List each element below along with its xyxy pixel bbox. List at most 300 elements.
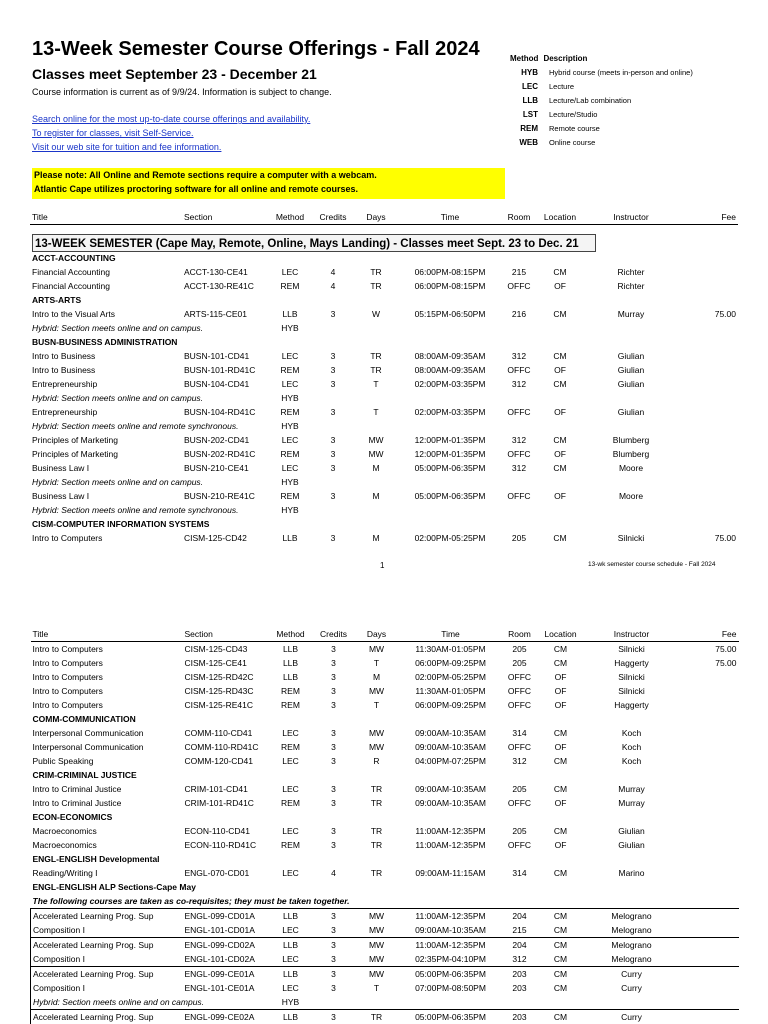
credits: 3 — [331, 925, 336, 935]
room: OFFC — [507, 491, 531, 501]
section: ENGL-099-CE01A — [183, 967, 269, 982]
method: LEC — [281, 379, 299, 389]
time: 12:00PM-01:35PM — [414, 449, 486, 459]
location: CM — [553, 925, 568, 935]
note-method: HYB — [281, 997, 300, 1007]
course-title: Intro to Computers — [32, 533, 103, 543]
table-row — [30, 279, 738, 293]
legend-code: LST — [522, 109, 538, 119]
days: T — [373, 658, 380, 668]
time: 06:00PM-08:15PM — [414, 267, 486, 277]
section: CISM-125-CD42 — [184, 533, 247, 543]
note-filler — [312, 321, 738, 335]
section: COMM-110-CD41 — [184, 728, 253, 738]
days: TR — [370, 281, 382, 291]
method: LEC — [282, 756, 299, 766]
credits: 3 — [330, 365, 336, 375]
course-title: Entrepreneurship — [32, 379, 98, 389]
location: CM — [537, 909, 585, 924]
days: TR — [370, 798, 383, 808]
days: MW — [368, 644, 385, 654]
department-name: ENGL-ENGLISH Developmental — [32, 854, 160, 864]
table-row — [31, 1010, 739, 1024]
section: ENGL-101-CD02A — [184, 954, 255, 964]
column-header-location: Location — [544, 629, 577, 639]
section: ENGL-070-CD01 — [184, 868, 250, 878]
legend-description: Lecture/Studio — [549, 109, 598, 119]
search-link[interactable]: Search online for the most up-to-date course offerings and availability. — [32, 114, 311, 124]
time: 05:00PM-06:35PM — [399, 967, 503, 982]
fee — [679, 824, 739, 838]
method: LEC — [282, 925, 299, 935]
fee — [678, 377, 738, 391]
column-header-days: Days — [366, 629, 387, 639]
section: BUSN-104-RD41C — [184, 407, 256, 417]
department-heading — [31, 810, 739, 824]
location: CM — [553, 533, 567, 543]
fee — [678, 405, 738, 419]
credits: 3 — [330, 533, 336, 543]
course-title: Composition I — [31, 981, 183, 995]
note-method: HYB — [281, 393, 299, 403]
instructor: Curry — [585, 1010, 679, 1024]
time: 02:35PM-04:10PM — [415, 954, 486, 964]
method: LLB — [282, 533, 298, 543]
section-note — [31, 995, 739, 1010]
column-header-time: Time — [441, 629, 460, 639]
time: 11:30AM-01:05PM — [415, 686, 486, 696]
table-row — [31, 824, 739, 838]
section: CISM-125-CD43 — [184, 644, 248, 654]
fee: 75.00 — [715, 644, 737, 654]
notice-line-1: Please note: All Online and Remote sections require a computer with a webcam. — [34, 170, 377, 180]
instructor: Giulian — [618, 826, 645, 836]
days: TR — [370, 826, 383, 836]
room: 203 — [503, 1010, 537, 1024]
instructor: Blumberg — [612, 449, 650, 459]
note-text: Hybrid: Section meets online and on campus. — [32, 477, 204, 487]
instructor: Haggerty — [614, 658, 649, 668]
legend-description: Online course — [549, 137, 596, 147]
table-header — [31, 627, 739, 642]
fee — [679, 796, 739, 810]
time: 11:30AM-01:05PM — [415, 644, 486, 654]
table-row — [31, 726, 739, 740]
credits: 3 — [331, 686, 336, 696]
room: 205 — [512, 658, 527, 668]
fee — [679, 952, 739, 967]
room: 203 — [503, 967, 537, 982]
days: MW — [368, 449, 384, 459]
time: 09:00AM-10:35AM — [415, 925, 486, 935]
days: MW — [368, 686, 385, 696]
section: CISM-125-RD43C — [184, 686, 254, 696]
instructor: Curry — [621, 983, 642, 993]
course-title: Intro to the Visual Arts — [32, 309, 115, 319]
section: ECON-110-CD41 — [184, 826, 251, 836]
room: OFFC — [507, 281, 531, 291]
credits: 3 — [331, 756, 336, 766]
instructor: Giulian — [617, 351, 645, 361]
department-name: COMM-COMMUNICATION — [32, 714, 136, 724]
tuition-link[interactable]: Visit our web site for tuition and fee information. — [32, 142, 222, 152]
legend-method-header: Method — [510, 53, 539, 63]
department-name: ENGL-ENGLISH ALP Sections-Cape May — [32, 882, 196, 892]
method: LEC — [281, 267, 299, 277]
fee — [679, 670, 739, 684]
column-header-course-title: Title — [32, 212, 48, 222]
instructor: Giulian — [617, 407, 645, 417]
time: 06:00PM-09:25PM — [415, 658, 486, 668]
method: LEC — [282, 728, 299, 738]
department-name: ARTS-ARTS — [32, 295, 82, 305]
table-row — [31, 670, 739, 684]
department-heading — [30, 251, 738, 265]
table-row — [30, 531, 738, 545]
department-heading — [31, 852, 739, 866]
days: M — [372, 672, 381, 682]
course-title: Interpersonal Communication — [32, 728, 144, 738]
days: M — [372, 533, 380, 543]
legend-code: HYB — [521, 67, 538, 77]
instructor: Silnicki — [617, 533, 645, 543]
note-filler — [312, 391, 738, 405]
instructor: Giulian — [617, 379, 645, 389]
method: REM — [280, 491, 300, 501]
note-filler — [312, 419, 738, 433]
location: CM — [553, 954, 568, 964]
fee — [678, 279, 738, 293]
schedule-table-page1 — [30, 210, 738, 545]
time: 09:00AM-10:35AM — [415, 742, 486, 752]
legend-code: LLB — [522, 95, 538, 105]
section-note — [30, 321, 738, 335]
method: LEC — [282, 784, 299, 794]
days: TR — [370, 267, 382, 277]
room: 204 — [503, 909, 537, 924]
room: 312 — [512, 954, 527, 964]
note-filler — [312, 503, 738, 517]
section: ARTS-115-CE01 — [184, 309, 247, 319]
room: 203 — [512, 983, 527, 993]
room: 215 — [512, 925, 527, 935]
credits: 3 — [331, 798, 336, 808]
instructor: Koch — [621, 756, 642, 766]
fee — [679, 684, 739, 698]
page-subtitle: Classes meet September 23 - December 21 — [32, 66, 317, 82]
instructor: Moore — [618, 491, 644, 501]
days: MW — [368, 954, 385, 964]
location: CM — [553, 309, 567, 319]
table-row — [31, 698, 739, 712]
table-row — [31, 923, 739, 938]
location: CM — [553, 658, 568, 668]
course-title: Interpersonal Communication — [32, 742, 144, 752]
fee — [679, 782, 739, 796]
department-name: ECON-ECONOMICS — [32, 812, 113, 822]
table-row — [31, 838, 739, 852]
instructor: Koch — [621, 742, 642, 752]
course-title: Reading/Writing I — [32, 868, 98, 878]
register-link[interactable]: To register for classes, visit Self-Service. — [32, 128, 194, 138]
page-number: 1 — [380, 561, 385, 570]
days: MW — [355, 909, 399, 924]
semester-banner: 13-WEEK SEMESTER (Cape May, Remote, Online, Mays Landing) - Classes meet Sept. 23 to Dec. 21 — [32, 234, 596, 252]
credits: 3 — [330, 449, 336, 459]
location: CM — [553, 826, 568, 836]
room: 205 — [512, 784, 527, 794]
days: TR — [355, 1010, 399, 1024]
instructor: Melograno — [585, 938, 679, 953]
days: MW — [368, 728, 385, 738]
days: MW — [368, 435, 384, 445]
days: TR — [370, 868, 383, 878]
fee — [679, 923, 739, 938]
time: 11:00AM-12:35PM — [399, 909, 503, 924]
legend-description: Hybrid course (meets in-person and online) — [549, 67, 693, 77]
note-text: Hybrid: Section meets online and on campus. — [32, 393, 204, 403]
section: CISM-125-RE41C — [184, 700, 253, 710]
fee — [679, 967, 739, 982]
credits: 3 — [331, 840, 336, 850]
time: 06:00PM-09:25PM — [415, 700, 486, 710]
location: OF — [554, 672, 567, 682]
method: LLB — [269, 938, 313, 953]
days: TR — [370, 365, 382, 375]
table-row — [31, 938, 739, 953]
credits: 3 — [313, 967, 355, 982]
note-text: Hybrid: Section meets online and remote synchronous. — [32, 505, 239, 515]
time: 02:00PM-03:35PM — [414, 407, 486, 417]
table-row — [31, 754, 739, 768]
method: LLB — [282, 644, 299, 654]
table-row — [31, 740, 739, 754]
course-title: Financial Accounting — [32, 281, 110, 291]
location: OF — [554, 281, 566, 291]
location: OF — [554, 840, 567, 850]
section: ACCT-130-RE41C — [184, 281, 254, 291]
method: LEC — [282, 868, 299, 878]
page-footer: 13-wk semester course schedule - Fall 2024 — [588, 561, 716, 568]
department-heading — [31, 880, 739, 894]
course-title: Intro to Criminal Justice — [32, 798, 122, 808]
time: 05:00PM-06:35PM — [414, 463, 486, 473]
days: TR — [370, 784, 383, 794]
table-row — [30, 433, 738, 447]
course-title: Principles of Marketing — [32, 449, 118, 459]
instructor: Murray — [618, 798, 645, 808]
legend-item — [510, 79, 693, 93]
instructor: Murray — [617, 309, 645, 319]
department-heading — [30, 293, 738, 307]
section: CRIM-101-RD41C — [184, 798, 254, 808]
legend-item — [510, 65, 693, 79]
location: CM — [553, 644, 568, 654]
section: ENGL-101-CD01A — [184, 925, 255, 935]
section: CRIM-101-CD41 — [184, 784, 248, 794]
department-name: CRIM-CRIMINAL JUSTICE — [32, 770, 137, 780]
credits: 3 — [313, 938, 355, 953]
credits: 3 — [330, 309, 336, 319]
course-title: Intro to Computers — [32, 686, 103, 696]
course-title: Accelerated Learning Prog. Sup — [31, 909, 183, 924]
instructor: Giulian — [618, 840, 645, 850]
days: T — [373, 407, 379, 417]
table-row — [31, 952, 739, 967]
instructor: Melograno — [611, 925, 652, 935]
credits: 3 — [330, 463, 336, 473]
course-title: Entrepreneurship — [32, 407, 98, 417]
course-title: Intro to Computers — [32, 672, 103, 682]
note-method: HYB — [281, 505, 299, 515]
credits: 3 — [331, 784, 336, 794]
course-title: Composition I — [31, 923, 183, 938]
fee: 75.00 — [714, 533, 736, 543]
location: OF — [554, 798, 567, 808]
section: BUSN-202-RD41C — [184, 449, 256, 459]
table-row — [31, 796, 739, 810]
method: REM — [280, 281, 300, 291]
department-heading — [31, 768, 739, 782]
department-name: CISM-COMPUTER INFORMATION SYSTEMS — [32, 519, 210, 529]
course-title: Public Speaking — [32, 756, 94, 766]
section: BUSN-210-RE41C — [184, 491, 255, 501]
section: COMM-110-RD41C — [184, 742, 259, 752]
section-note — [30, 503, 738, 517]
fee — [679, 754, 739, 768]
note-method: HYB — [281, 477, 299, 487]
course-title: Macroeconomics — [32, 840, 97, 850]
department-heading — [30, 517, 738, 531]
location: CM — [553, 267, 567, 277]
section: BUSN-104-CD41 — [184, 379, 250, 389]
method: REM — [281, 686, 300, 696]
fee: 75.00 — [714, 309, 736, 319]
section-note — [30, 391, 738, 405]
column-header-credits: Credits — [320, 629, 347, 639]
time: 06:00PM-08:15PM — [414, 281, 486, 291]
instructor: Haggerty — [614, 700, 649, 710]
method: LLB — [282, 658, 299, 668]
instructor: Richter — [617, 267, 645, 277]
column-header-section: Section — [184, 212, 213, 222]
table-header — [30, 210, 738, 225]
instructor: Koch — [621, 728, 642, 738]
instructor: Moore — [618, 463, 644, 473]
section: BUSN-210-CE41 — [184, 463, 249, 473]
note-filler — [313, 995, 739, 1010]
table-row — [30, 405, 738, 419]
webcam-notice — [32, 168, 505, 199]
method: LLB — [269, 909, 313, 924]
room: 204 — [503, 938, 537, 953]
table-row — [30, 265, 738, 279]
table-row — [31, 909, 739, 924]
credits: 3 — [330, 379, 336, 389]
credits: 3 — [331, 954, 336, 964]
days: M — [372, 463, 380, 473]
method: LEC — [281, 463, 299, 473]
table-row — [31, 684, 739, 698]
course-title: Principles of Marketing — [32, 435, 118, 445]
room: OFFC — [507, 840, 532, 850]
fee — [678, 349, 738, 363]
course-title: Intro to Computers — [32, 658, 103, 668]
legend-code: LEC — [522, 81, 538, 91]
room: 216 — [511, 309, 527, 319]
method: LLB — [269, 967, 313, 982]
days: T — [373, 379, 379, 389]
location: CM — [553, 463, 567, 473]
course-title: Accelerated Learning Prog. Sup — [31, 1010, 183, 1024]
location: OF — [554, 449, 566, 459]
legend-desc-header: Description — [543, 53, 588, 63]
location: CM — [537, 967, 585, 982]
credits: 3 — [313, 1010, 355, 1024]
fee — [679, 866, 739, 880]
course-title: Intro to Computers — [32, 644, 103, 654]
days: T — [373, 700, 380, 710]
location: CM — [553, 868, 568, 878]
room: 312 — [511, 379, 527, 389]
method: LEC — [282, 954, 299, 964]
time: 11:00AM-12:35PM — [399, 938, 503, 953]
time: 08:00AM-09:35AM — [414, 365, 486, 375]
room: OFFC — [507, 365, 531, 375]
credits: 3 — [330, 407, 336, 417]
section: ENGL-099-CE02A — [183, 1010, 269, 1024]
time: 08:00AM-09:35AM — [414, 351, 486, 361]
table-row — [30, 447, 738, 461]
legend-item — [510, 135, 693, 149]
room: OFFC — [507, 686, 532, 696]
method: LEC — [281, 435, 299, 445]
section: COMM-120-CD41 — [184, 756, 253, 766]
section-note — [30, 419, 738, 433]
column-header-room: Room — [507, 212, 531, 222]
credits: 3 — [331, 983, 336, 993]
table-row — [30, 461, 738, 475]
course-title: Macroeconomics — [32, 826, 97, 836]
location: OF — [554, 407, 566, 417]
section: ENGL-099-CD02A — [183, 938, 269, 953]
time: 02:00PM-05:25PM — [415, 672, 486, 682]
location: CM — [537, 1010, 585, 1024]
table-row — [31, 866, 739, 880]
fee — [679, 981, 739, 995]
method: REM — [280, 449, 300, 459]
time: 12:00PM-01:35PM — [414, 435, 486, 445]
room: 312 — [511, 351, 527, 361]
note-text: Hybrid: Section meets online and remote synchronous. — [32, 421, 239, 431]
column-header-days: Days — [366, 212, 386, 222]
location: CM — [553, 784, 568, 794]
method: REM — [281, 798, 300, 808]
method: REM — [281, 700, 300, 710]
room: OFFC — [507, 742, 532, 752]
time: 02:00PM-05:25PM — [414, 533, 486, 543]
page-title: 13-Week Semester Course Offerings - Fall 2024 — [32, 38, 480, 60]
fee — [679, 726, 739, 740]
table-row — [31, 782, 739, 796]
legend-description: Remote course — [549, 123, 600, 133]
note-method: HYB — [281, 323, 299, 333]
instructor: Silnicki — [618, 644, 645, 654]
column-header-course-title: Title — [32, 629, 49, 639]
credits: 3 — [331, 672, 336, 682]
column-header-location: Location — [543, 212, 577, 222]
section: BUSN-202-CD41 — [184, 435, 250, 445]
